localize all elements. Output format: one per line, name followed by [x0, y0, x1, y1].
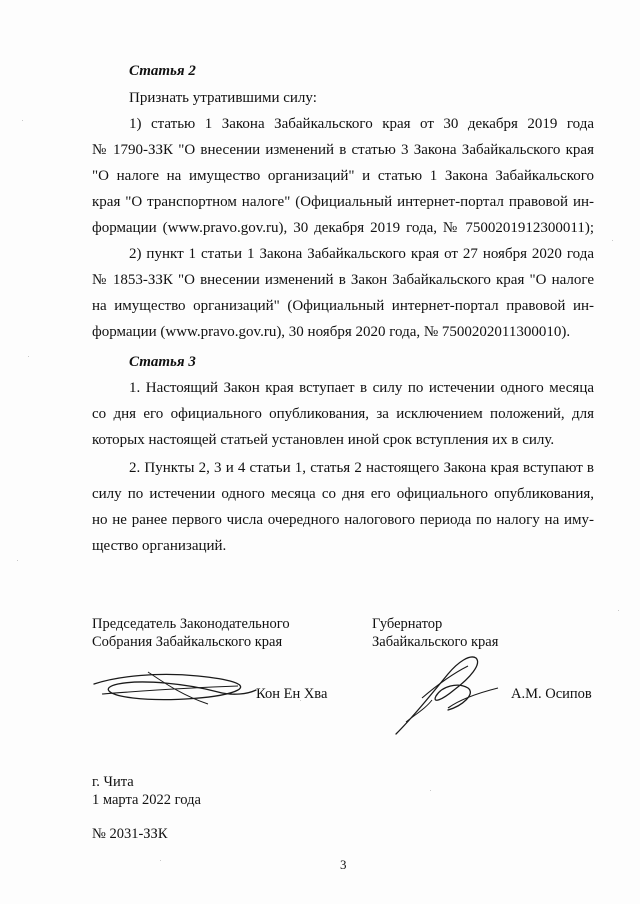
article-2-line: № 1790-ЗЗК "О внесении изменений в статью 3 Закона Забайкальского края [92, 142, 594, 158]
article-2-line: 2) пункт 1 статьи 1 Закона Забайкальского края от 27 ноября 2020 года [129, 246, 594, 262]
right-signature [392, 648, 502, 738]
city: г. Чита [92, 774, 134, 790]
article-2-line: края "О транспортном налоге" (Официальный интернет-портал правовой ин- [92, 194, 594, 210]
left-signatory-name: Кон Ен Хва [256, 686, 328, 702]
article-2-line: формации (www.pravo.gov.ru), 30 декабря 2019 года, № 7500201912300011); [92, 220, 594, 236]
article-3-line: со дня его официального опубликования, за исключением положений, для [92, 406, 594, 422]
article-2-line: № 1853-ЗЗК "О внесении изменений в Закон Забайкальского края "О налоге [92, 272, 594, 288]
article-2-line: "О налоге на имущество организаций" и статью 1 Закона Забайкальского [92, 168, 594, 184]
article-3-line: щество организаций. [92, 538, 227, 554]
article-2-line: 1) статью 1 Закона Забайкальского края от 30 декабря 2019 года [129, 116, 594, 132]
article-3-line: 2. Пункты 2, 3 и 4 статьи 1, статья 2 настоящего Закона края вступают в [129, 460, 594, 476]
article-3-line: силу по истечении одного месяца со дня его официального опубликования, [92, 486, 594, 502]
right-signatory-title: Забайкальского края [372, 634, 499, 650]
law-number: № 2031-ЗЗК [92, 826, 168, 842]
article-2-heading: Статья 2 [129, 63, 196, 79]
date: 1 марта 2022 года [92, 792, 201, 808]
article-3-line: но не ранее первого числа очередного налогового периода по налогу на иму- [92, 512, 594, 528]
article-3-line: которых настоящей статьей установлен иной срок вступления их в силу. [92, 432, 555, 448]
article-2-line: на имущество организаций" (Официальный интернет-портал правовой ин- [92, 298, 594, 314]
left-signature [88, 662, 263, 722]
left-signatory-title: Председатель Законодательного [92, 616, 290, 632]
right-signatory-title: Губернатор [372, 616, 443, 632]
right-signatory-name: А.М. Осипов [511, 686, 592, 702]
page-number: 3 [340, 857, 347, 872]
article-2-line: Признать утратившими силу: [129, 90, 317, 106]
article-3-heading: Статья 3 [129, 354, 196, 370]
article-3-line: 1. Настоящий Закон края вступает в силу по истечении одного месяца [129, 380, 594, 396]
article-2-line: формации (www.pravo.gov.ru), 30 ноября 2020 года, № 7500202011300010). [92, 324, 571, 340]
left-signatory-title: Собрания Забайкальского края [92, 634, 283, 650]
